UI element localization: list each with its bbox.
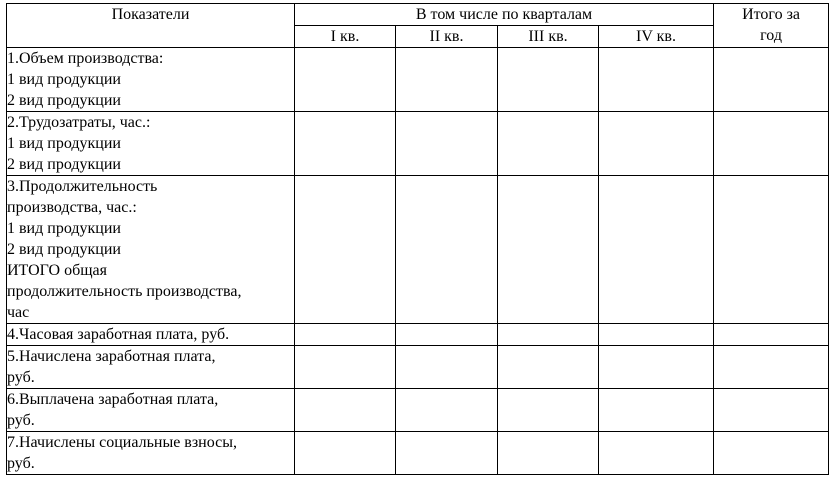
header-year-total-line-1: Итого за [742,6,800,23]
table-row [7,324,829,346]
row-label-line: 2 вид продукции [7,156,121,173]
row-label-line: 1 вид продукции [7,220,121,237]
header-quarter-2: II кв. [396,26,498,48]
cell-q2[interactable] [396,176,498,324]
cell-q4[interactable] [599,112,714,176]
header-quarter-3: III кв. [498,26,599,48]
row-label-line: 6.Выплачена заработная плата, [7,391,219,408]
quarterly-indicators-table [6,3,829,475]
cell-year[interactable] [714,48,829,112]
cell-q3[interactable] [498,324,599,346]
cell-q4[interactable] [599,324,714,346]
table-row [7,346,829,389]
row-label-production-volume [7,48,295,112]
cell-q4[interactable] [599,432,714,475]
cell-q3[interactable] [498,176,599,324]
cell-q4[interactable] [599,48,714,112]
row-label-line: 1.Объем производства: [7,50,164,67]
row-label-labor-costs [7,112,295,176]
row-label-line: 7.Начислены социальные взносы, [7,434,237,451]
table-row [7,112,829,176]
cell-year[interactable] [714,324,829,346]
header-quarter-1: I кв. [295,26,396,48]
cell-q3[interactable] [498,346,599,389]
row-label-accrued-wages [7,346,295,389]
row-label-hourly-wage [7,324,295,346]
row-label-line: 2.Трудозатраты, час.: [7,114,151,131]
row-label-line: 5.Начислена заработная плата, [7,348,216,365]
cell-q2[interactable] [396,389,498,432]
row-label-line: продолжительность производства, [7,283,242,300]
cell-q4[interactable] [599,346,714,389]
cell-q1[interactable] [295,389,396,432]
header-indicators: Показатели [7,4,295,48]
cell-q2[interactable] [396,324,498,346]
row-label-line: ИТОГО общая [7,262,107,279]
cell-year[interactable] [714,112,829,176]
row-label-line: руб. [7,412,35,429]
row-label-line: 2 вид продукции [7,241,121,258]
row-label-line: 1 вид продукции [7,135,121,152]
row-label-line: час [7,304,30,321]
cell-q4[interactable] [599,176,714,324]
cell-year[interactable] [714,176,829,324]
cell-year[interactable] [714,389,829,432]
row-label-line: 2 вид продукции [7,92,121,109]
table-row [7,48,829,112]
row-label-line: производства, час.: [7,199,137,216]
row-label-social-contributions [7,432,295,475]
row-label-line: 3.Продолжительность [7,178,158,195]
cell-q1[interactable] [295,112,396,176]
table-row [7,389,829,432]
row-label-paid-wages [7,389,295,432]
row-label-line: 1 вид продукции [7,71,121,88]
row-label-production-duration [7,176,295,324]
cell-q1[interactable] [295,48,396,112]
cell-q1[interactable] [295,346,396,389]
table-row [7,176,829,324]
header-quarters-group: В том числе по кварталам [295,4,714,26]
cell-year[interactable] [714,346,829,389]
cell-q1[interactable] [295,432,396,475]
cell-q4[interactable] [599,389,714,432]
table-row [7,432,829,475]
header-year-total-line-2: год [760,27,782,44]
cell-q1[interactable] [295,324,396,346]
cell-q3[interactable] [498,112,599,176]
cell-q3[interactable] [498,432,599,475]
cell-q2[interactable] [396,112,498,176]
row-label-line: 4.Часовая заработная плата, руб. [7,326,230,343]
header-year-total [714,4,829,48]
cell-q2[interactable] [396,346,498,389]
row-label-line: руб. [7,369,35,386]
cell-year[interactable] [714,432,829,475]
cell-q2[interactable] [396,48,498,112]
row-label-line: руб. [7,455,35,472]
cell-q1[interactable] [295,176,396,324]
cell-q3[interactable] [498,389,599,432]
cell-q3[interactable] [498,48,599,112]
header-quarter-4: IV кв. [599,26,714,48]
cell-q2[interactable] [396,432,498,475]
